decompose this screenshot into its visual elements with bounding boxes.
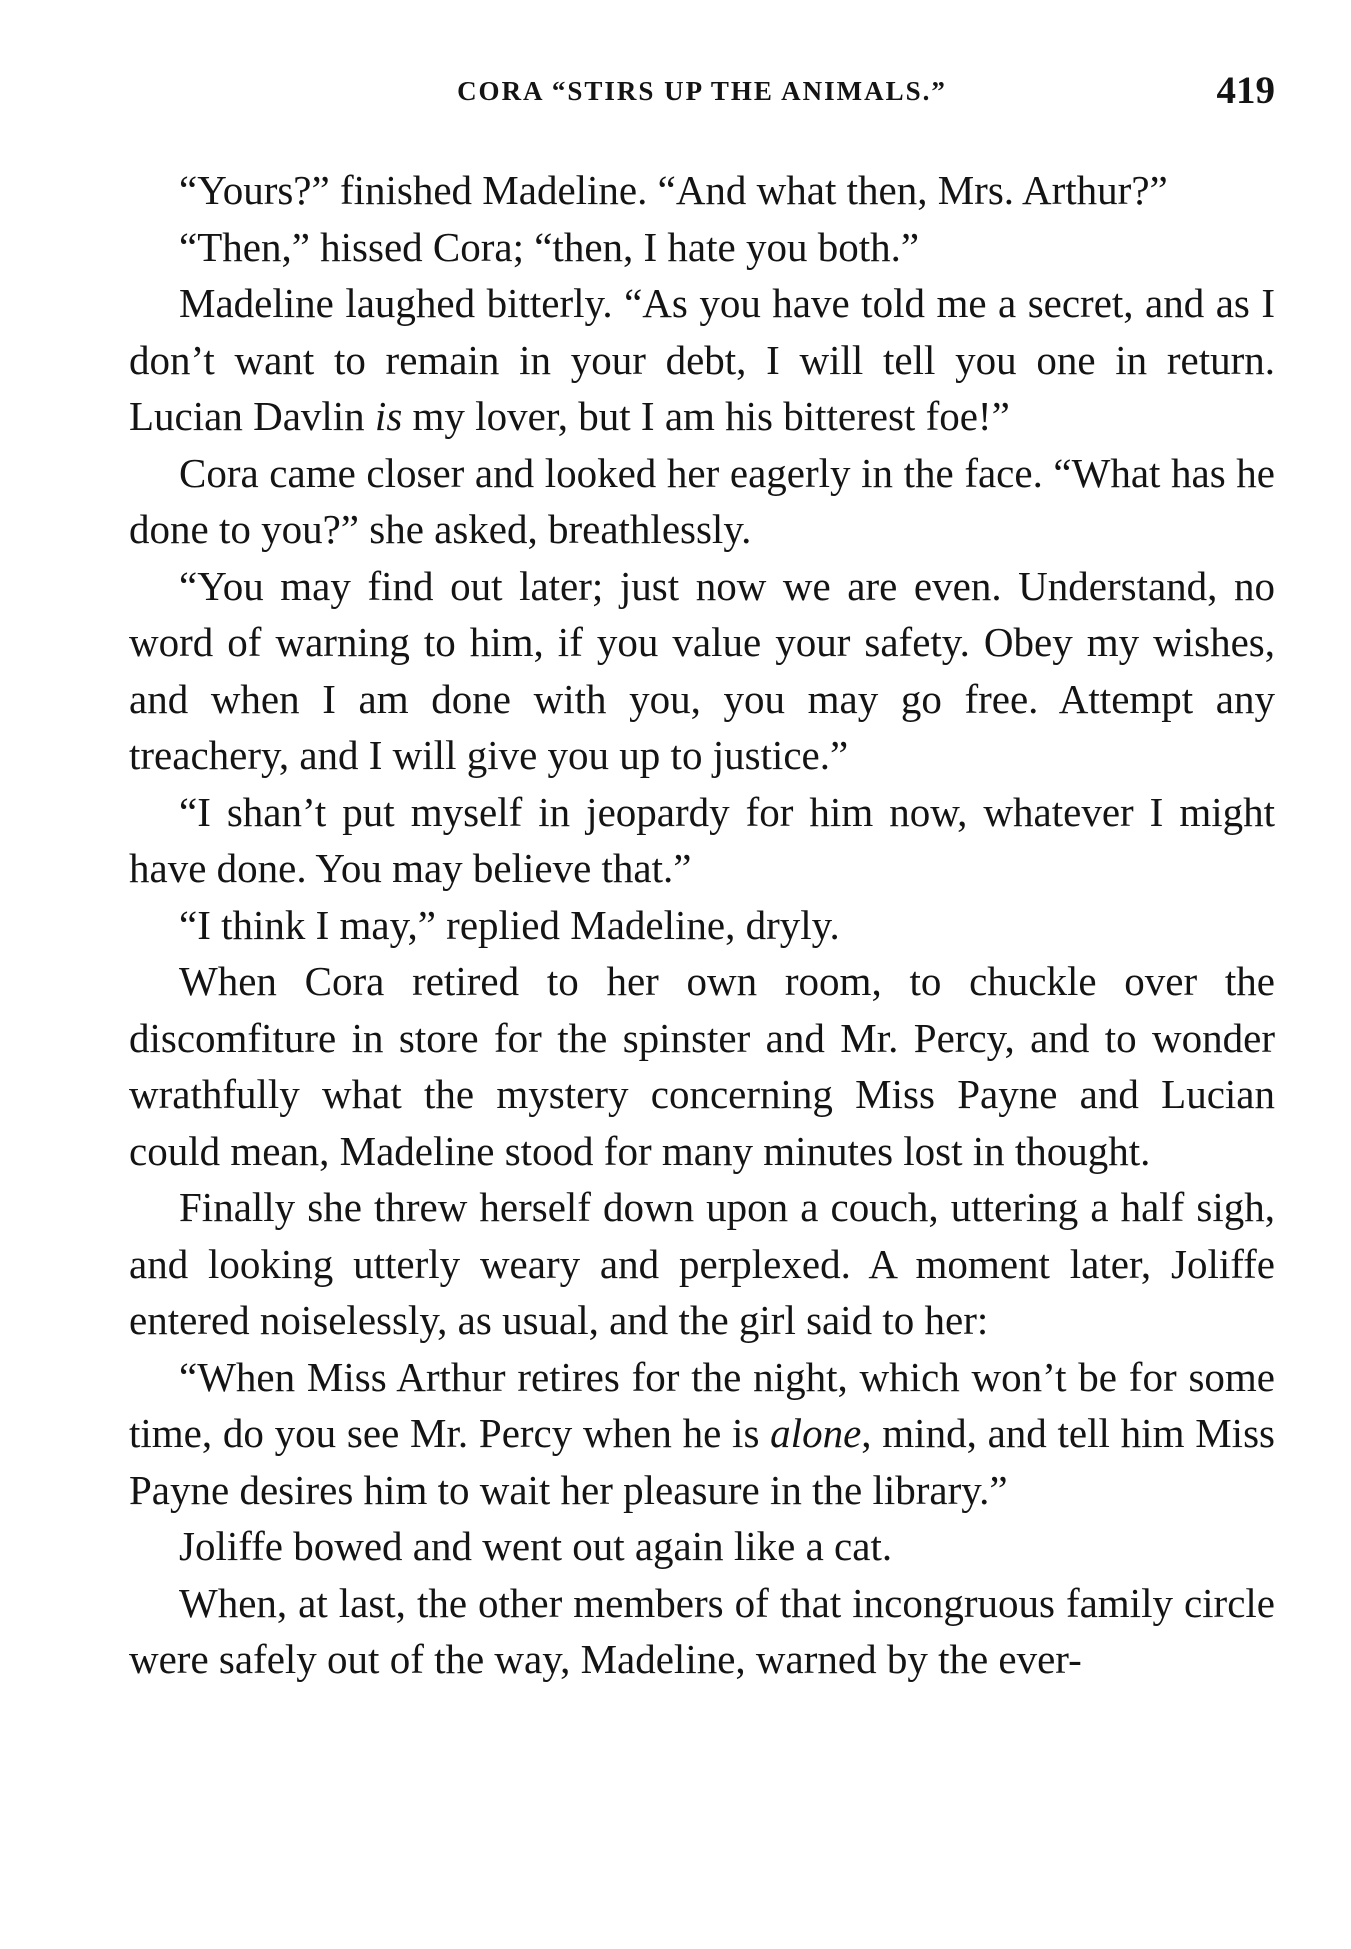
text-run: When Cora retired to her own room, to chuckle over the discomfiture in store for the spinster and Mr. Percy, and to wonder wrathfully what the mystery concerning Miss Payne and Lucian could mean, Madeline stood for many minutes lost in thought. — [129, 958, 1275, 1174]
italic-text: alone — [770, 1410, 862, 1456]
text-run: “When Miss Arthur retires for the night, which won’t be for some time, do you see Mr. Percy when he is — [129, 1353, 1275, 1456]
paragraph — [129, 1575, 1275, 1688]
page-number: 419 — [1216, 69, 1275, 112]
text-run: Madeline laughed bitterly. “As you have told me a secret, and as I don’t want to remain in your debt, I will tell you one in return. Lucian Davlin — [129, 280, 1275, 439]
paragraph — [129, 275, 1275, 445]
paragraph — [129, 1518, 1275, 1575]
paragraph — [129, 784, 1275, 897]
text-run: “I shan’t put myself in jeopardy for him now, whatever I might have done. You may believe that.” — [129, 788, 1275, 891]
text-run: , mind, and tell him Miss Payne desires him to wait her pleasure in the library.” — [129, 1410, 1275, 1513]
text-run: “Then,” hissed Cora; “then, I hate you both.” — [179, 223, 920, 270]
paragraph — [129, 445, 1275, 558]
text-run: “You may find out later; just now we are even. Understand, no word of warning to him, if you value your safety. Obey my wishes, and when I am done with you, you may go free. Attempt any treachery, and I will give you up to justice.” — [129, 562, 1275, 778]
text-run: When, at last, the other members of that incongruous family circle were safely out of the way, Madeline, warned by the ever- — [129, 1579, 1275, 1682]
text-run: Cora came closer and looked her eagerly in the face. “What has he done to you?” she asked, breathlessly. — [129, 449, 1275, 552]
paragraph — [129, 1179, 1275, 1349]
paragraph — [129, 219, 1275, 276]
paragraph — [129, 558, 1275, 784]
paragraph — [129, 162, 1275, 219]
text-run: my lover, but I am his bitterest foe!” — [402, 393, 1010, 439]
body-text — [129, 162, 1275, 1688]
paragraph — [129, 953, 1275, 1179]
text-run: “Yours?” finished Madeline. “And what then, Mrs. Arthur?” — [179, 167, 1168, 213]
text-run: Finally she threw herself down upon a couch, uttering a half sigh, and looking utterly weary and perplexed. A moment later, Joliffe entered noiselessly, as usual, and the girl said to her: — [129, 1184, 1275, 1343]
text-run: “I think I may,” replied Madeline, dryly. — [179, 901, 840, 948]
running-title: CORA “STIRS UP THE ANIMALS.” — [457, 76, 947, 106]
italic-text: is — [374, 393, 403, 439]
paragraph — [129, 897, 1275, 954]
text-run: Joliffe bowed and went out again like a cat. — [179, 1523, 893, 1569]
paragraph — [129, 1349, 1275, 1519]
running-head — [129, 68, 1275, 118]
